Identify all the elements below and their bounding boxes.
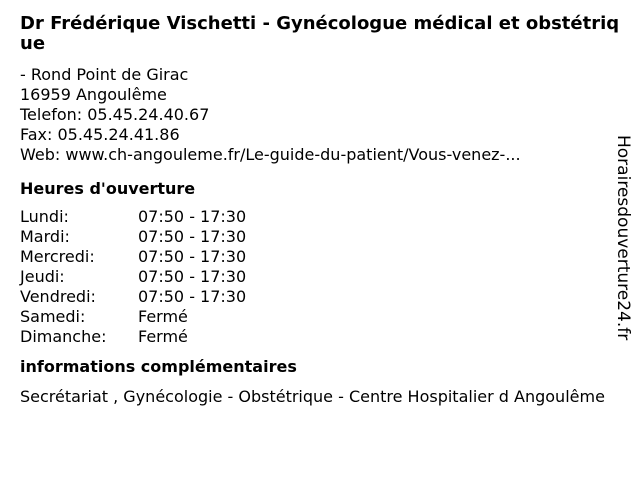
address-city: 16959 Angoulême — [20, 85, 167, 104]
fax-number: Fax: 05.45.24.41.86 — [20, 125, 180, 144]
day-label: Vendredi: — [20, 287, 96, 306]
day-hours: 07:50 - 17:30 — [138, 267, 247, 286]
hours-table — [20, 207, 246, 347]
day-label: Lundi: — [20, 207, 69, 226]
day-label: Jeudi: — [20, 267, 65, 286]
address-street: - Rond Point de Girac — [20, 65, 189, 84]
day-label: Mardi: — [20, 227, 70, 246]
day-label: Dimanche: — [20, 327, 107, 346]
hours-row-friday — [20, 287, 246, 307]
day-hours: Fermé — [138, 307, 188, 326]
hours-row-tuesday — [20, 227, 246, 247]
info-text: Secrétariat , Gynécologie - Obstétrique - Centre Hospitalier d Angoulême — [20, 387, 605, 406]
phone-number: Telefon: 05.45.24.40.67 — [20, 105, 210, 124]
hours-row-saturday — [20, 307, 246, 327]
info-heading: informations complémentaires — [20, 357, 297, 376]
hours-row-thursday — [20, 267, 246, 287]
listing-card — [20, 14, 632, 407]
hours-row-wednesday — [20, 247, 246, 267]
hours-row-monday — [20, 207, 246, 227]
day-label: Samedi: — [20, 307, 86, 326]
address-block — [20, 65, 632, 165]
day-label: Mercredi: — [20, 247, 95, 266]
day-hours: Fermé — [138, 327, 188, 346]
day-hours: 07:50 - 17:30 — [138, 207, 247, 226]
day-hours: 07:50 - 17:30 — [138, 227, 247, 246]
page-title: Dr Frédérique Vischetti - Gynécologue médical et obstétrique — [20, 13, 620, 54]
hours-row-sunday — [20, 327, 246, 347]
hours-heading: Heures d'ouverture — [20, 179, 196, 198]
website-link[interactable]: Web: www.ch-angouleme.fr/Le-guide-du-patient/Vous-venez-... — [20, 145, 521, 164]
brand-watermark: Horairesdouverture24.fr — [613, 135, 633, 341]
day-hours: 07:50 - 17:30 — [138, 247, 247, 266]
day-hours: 07:50 - 17:30 — [138, 287, 247, 306]
